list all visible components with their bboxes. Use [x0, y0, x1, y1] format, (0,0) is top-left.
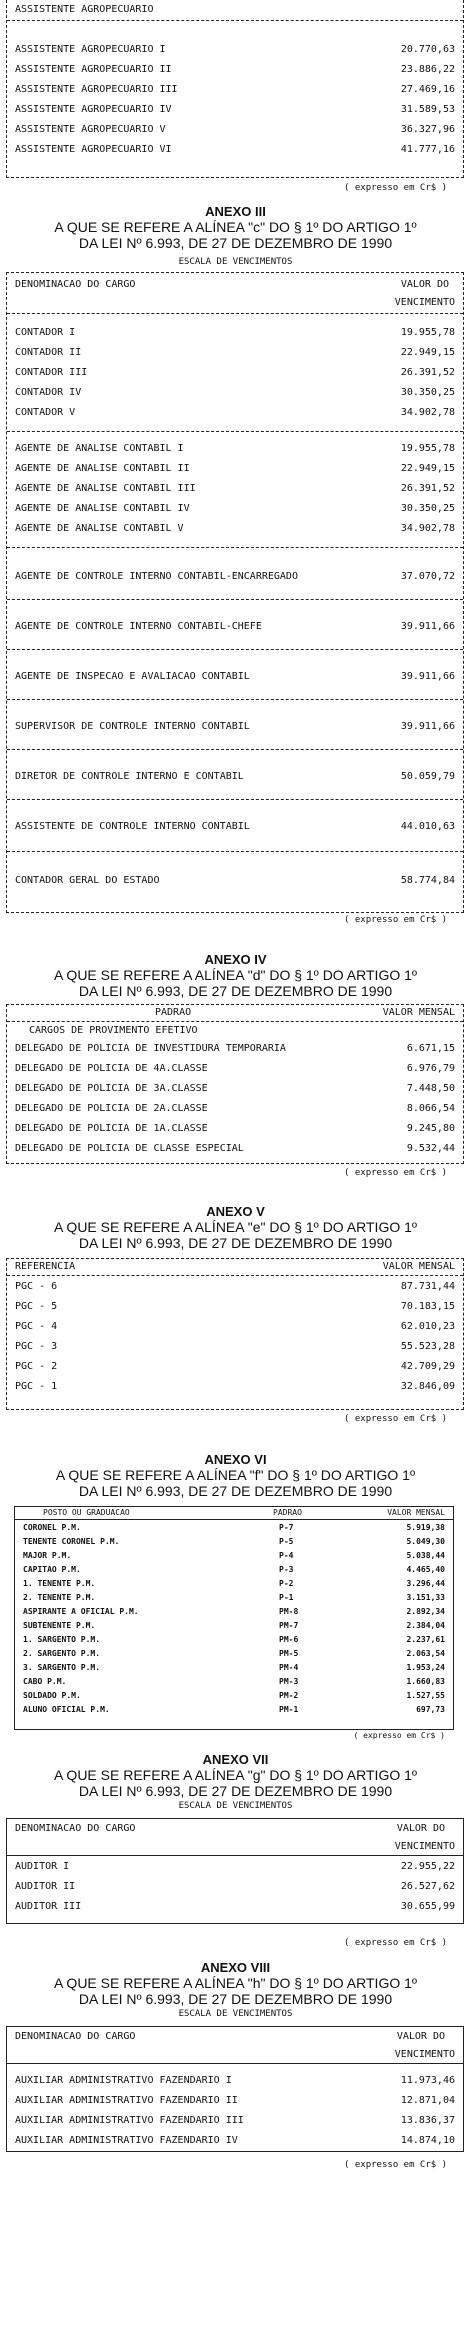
currency-note: ( expresso em Cr$ )	[344, 2160, 447, 2170]
row-label: ALUNO OFICIAL P.M.	[23, 1705, 110, 1714]
row-value: 39.911,66	[400, 621, 455, 632]
row-value: 22.949,15	[400, 463, 455, 474]
row-label: SUBTENENTE P.M.	[23, 1621, 96, 1630]
currency-note: ( expresso em Cr$ )	[353, 1731, 445, 1740]
row-label: 3. SARGENTO P.M.	[23, 1663, 101, 1672]
table-anexo-v	[6, 1258, 464, 1410]
divider	[7, 1275, 463, 1276]
row-padrao: PM-1	[279, 1705, 299, 1714]
column-header	[15, 2047, 455, 2063]
row-label: AUXILIAR ADMINISTRATIVO FAZENDARIO III	[15, 2115, 244, 2126]
table-row	[15, 1899, 455, 1915]
row-label: AGENTE DE ANALISE CONTABIL IV	[15, 503, 190, 514]
row-label: TENENTE CORONEL P.M.	[23, 1537, 120, 1546]
row-label: PGC - 1	[15, 1381, 58, 1392]
table-assistente-agropecuario	[6, 0, 464, 178]
anexo-vii-header	[0, 1752, 471, 1811]
col-vencimento: VENCIMENTO	[394, 297, 455, 308]
row-value: 70.183,15	[400, 1301, 455, 1312]
currency-note: ( expresso em Cr$ )	[344, 1414, 447, 1424]
row-label: 1. TENENTE P.M.	[23, 1579, 96, 1588]
row-padrao: PM-4	[279, 1663, 299, 1672]
escala-label: ESCALA DE VENCIMENTOS	[178, 1801, 293, 1811]
anexo-reference-line: A QUE SE REFERE A ALÍNEA "h" DO § 1º DO ARTIGO 1º	[53, 1975, 418, 1991]
row-label: ASSISTENTE AGROPECUARIO I	[15, 44, 166, 55]
row-padrao: P-7	[279, 1523, 294, 1532]
row-label: ASSISTENTE AGROPECUARIO III	[15, 84, 178, 95]
row-value: 3.296,44	[406, 1579, 445, 1588]
row-value: 50.059,79	[400, 771, 455, 782]
row-value: 12.871,04	[400, 2095, 455, 2106]
row-value: 5.038,44	[406, 1551, 445, 1560]
row-value: 26.527,62	[400, 1881, 455, 1892]
anexo-title: ANEXO VII	[202, 1752, 269, 1767]
section-title-text: ASSISTENTE AGROPECUARIO	[15, 4, 154, 15]
anexo-law-line: DA LEI Nº 6.993, DE 27 DE DEZEMBRO DE 1990	[78, 1483, 393, 1499]
row-label: CONTADOR I	[15, 327, 76, 338]
table-anexo-iv	[6, 1004, 464, 1164]
table-row	[15, 461, 455, 477]
table-row	[23, 1535, 445, 1549]
row-value: 4.465,40	[406, 1565, 445, 1574]
row-value: 30.350,25	[400, 387, 455, 398]
col-denominacao: DENOMINACAO DO CARGO	[15, 279, 136, 290]
row-label: DELEGADO DE POLICIA DE 1A.CLASSE	[15, 1123, 208, 1134]
anexo-v-header	[0, 1204, 471, 1251]
divider	[7, 547, 463, 548]
divider	[7, 2063, 463, 2064]
row-padrao: PM-3	[279, 1677, 299, 1686]
row-padrao: PM-7	[279, 1621, 299, 1630]
row-value: 1.953,24	[406, 1663, 445, 1672]
row-label: ASSISTENTE AGROPECUARIO IV	[15, 104, 172, 115]
table-row	[15, 325, 455, 341]
row-label: AUDITOR I	[15, 1861, 70, 1872]
row-value: 30.350,25	[400, 503, 455, 514]
table-row	[23, 1591, 445, 1605]
table-row	[15, 345, 455, 361]
row-label: MAJOR P.M.	[23, 1551, 72, 1560]
anexo-reference-line: A QUE SE REFERE A ALÍNEA "g" DO § 1º DO ARTIGO 1º	[53, 1767, 418, 1783]
col-valor-mensal: VALOR MENSAL	[387, 1508, 445, 1517]
sub-label: CARGOS DE PROVIMENTO EFETIVO	[29, 1025, 198, 1036]
table-row	[15, 1081, 455, 1097]
table-row	[15, 1879, 455, 1895]
table-row	[23, 1661, 445, 1675]
table-row	[15, 1141, 455, 1157]
anexo-law-line: DA LEI Nº 6.993, DE 27 DE DEZEMBRO DE 1990	[78, 1783, 393, 1799]
table-row	[15, 1061, 455, 1077]
divider	[7, 649, 463, 650]
column-header	[15, 1839, 455, 1855]
row-label: PGC - 5	[15, 1301, 58, 1312]
row-value: 87.731,44	[400, 1281, 455, 1292]
row-value: 34.902,78	[400, 407, 455, 418]
row-padrao: P-5	[279, 1537, 294, 1546]
col-vencimento: VENCIMENTO	[394, 1841, 455, 1852]
table-row	[15, 2113, 455, 2129]
table-row	[15, 1279, 455, 1295]
table-row	[23, 1577, 445, 1591]
row-value: 1.527,55	[406, 1691, 445, 1700]
col-referencia: REFERENCIA	[15, 1261, 76, 1272]
subheading	[15, 1023, 455, 1039]
currency-note: ( expresso em Cr$ )	[344, 915, 447, 925]
anexo-title: ANEXO V	[206, 1204, 265, 1219]
row-label: PGC - 2	[15, 1361, 58, 1372]
row-label: DELEGADO DE POLICIA DE INVESTIDURA TEMPORARIA	[15, 1043, 286, 1054]
column-header	[15, 1821, 455, 1837]
row-label: AUDITOR III	[15, 1901, 82, 1912]
divider	[7, 599, 463, 600]
row-label: DELEGADO DE POLICIA DE CLASSE ESPECIAL	[15, 1143, 244, 1154]
row-value: 5.919,38	[406, 1523, 445, 1532]
table-row	[15, 1859, 455, 1875]
row-value: 9.245,80	[406, 1123, 455, 1134]
anexo-iv-header	[0, 952, 471, 999]
table-row	[15, 42, 455, 58]
row-label: ASSISTENTE DE CONTROLE INTERNO CONTABIL	[15, 821, 250, 832]
row-value: 44.010,63	[400, 821, 455, 832]
table-row	[23, 1619, 445, 1633]
row-value: 2.063,54	[406, 1649, 445, 1658]
currency-note: ( expresso em Cr$ )	[344, 1938, 447, 1948]
anexo-reference-line: A QUE SE REFERE A ALÍNEA "f" DO § 1º DO ARTIGO 1º	[55, 1467, 416, 1483]
row-value: 2.384,04	[406, 1621, 445, 1630]
table-row	[15, 365, 455, 381]
table-row	[15, 142, 455, 158]
row-label: ASSISTENTE AGROPECUARIO V	[15, 124, 166, 135]
row-label: AUDITOR II	[15, 1881, 76, 1892]
row-value: 55.523,28	[400, 1341, 455, 1352]
table-row	[15, 122, 455, 138]
row-value: 2.892,34	[406, 1607, 445, 1616]
table-row	[15, 62, 455, 78]
table-row	[15, 1339, 455, 1355]
row-value: 6.976,79	[406, 1063, 455, 1074]
row-label: AUXILIAR ADMINISTRATIVO FAZENDARIO IV	[15, 2135, 238, 2146]
row-label: AGENTE DE CONTROLE INTERNO CONTABIL-CHEFE	[15, 621, 262, 632]
table-anexo-iii	[6, 272, 464, 913]
divider	[7, 851, 463, 852]
row-padrao: PM-8	[279, 1607, 299, 1616]
table-row	[15, 1121, 455, 1137]
row-label: SOLDADO P.M.	[23, 1691, 81, 1700]
table-row	[15, 102, 455, 118]
divider	[7, 431, 463, 432]
table-row	[23, 1605, 445, 1619]
row-value: 20.770,63	[400, 44, 455, 55]
row-value: 39.911,66	[400, 721, 455, 732]
row-label: 2. SARGENTO P.M.	[23, 1649, 101, 1658]
row-label: AGENTE DE INSPECAO E AVALIACAO CONTABIL	[15, 671, 250, 682]
anexo-title: ANEXO VIII	[200, 1960, 271, 1975]
row-value: 31.589,53	[400, 104, 455, 115]
row-value: 11.973,46	[400, 2075, 455, 2086]
row-value: 39.911,66	[400, 671, 455, 682]
col-padrao: PADRAO	[273, 1508, 302, 1517]
row-label: PGC - 3	[15, 1341, 58, 1352]
divider	[7, 20, 463, 21]
anexo-law-line: DA LEI Nº 6.993, DE 27 DE DEZEMBRO DE 1990	[78, 1235, 393, 1251]
divider	[15, 1519, 453, 1520]
row-label: AGENTE DE ANALISE CONTABIL V	[15, 523, 184, 534]
divider	[7, 1855, 463, 1856]
row-label: ASPIRANTE A OFICIAL P.M.	[23, 1607, 139, 1616]
table-row	[15, 1299, 455, 1315]
row-value: 6.671,15	[406, 1043, 455, 1054]
anexo-title: ANEXO VI	[204, 1452, 267, 1467]
table-row	[23, 1689, 445, 1703]
col-padrao: PADRAO	[155, 1007, 192, 1018]
row-label: AUXILIAR ADMINISTRATIVO FAZENDARIO I	[15, 2075, 232, 2086]
col-posto: POSTO OU GRADUACAO	[43, 1508, 130, 1517]
row-label: CONTADOR III	[15, 367, 88, 378]
row-label: DELEGADO DE POLICIA DE 4A.CLASSE	[15, 1063, 208, 1074]
row-label: CONTADOR II	[15, 347, 82, 358]
anexo-reference-line: A QUE SE REFERE A ALÍNEA "e" DO § 1º DO ARTIGO 1º	[53, 1219, 418, 1235]
col-valor-mensal: VALOR MENSAL	[382, 1007, 455, 1018]
anexo-vi-header	[0, 1452, 471, 1499]
table-row	[15, 405, 455, 421]
table-row	[15, 769, 455, 785]
row-label: PGC - 6	[15, 1281, 58, 1292]
row-value: 58.774,84	[400, 875, 455, 886]
row-label: CONTADOR IV	[15, 387, 82, 398]
row-value: 62.010,23	[400, 1321, 455, 1332]
row-label: 2. TENENTE P.M.	[23, 1593, 96, 1602]
table-anexo-vii	[6, 1818, 464, 1924]
divider	[7, 699, 463, 700]
row-value: 2.237,61	[406, 1635, 445, 1644]
row-value: 697,73	[416, 1705, 445, 1714]
table-row	[15, 1319, 455, 1335]
table-anexo-viii	[6, 2026, 464, 2152]
row-value: 26.391,52	[400, 367, 455, 378]
row-value: 19.955,78	[400, 327, 455, 338]
column-header	[15, 295, 455, 311]
currency-note: ( expresso em Cr$ )	[344, 1168, 447, 1178]
anexo-reference-line: A QUE SE REFERE A ALÍNEA "d" DO § 1º DO ARTIGO 1º	[53, 967, 418, 983]
table-row	[15, 1359, 455, 1375]
row-value: 1.660,83	[406, 1677, 445, 1686]
table-row	[15, 819, 455, 835]
row-value: 27.469,16	[400, 84, 455, 95]
row-value: 19.955,78	[400, 443, 455, 454]
table-row	[15, 501, 455, 517]
row-value: 37.070,72	[400, 571, 455, 582]
divider	[7, 749, 463, 750]
table-row	[15, 719, 455, 735]
col-denominacao: DENOMINACAO DO CARGO	[15, 2031, 136, 2042]
section-title	[15, 2, 455, 18]
row-value: 22.955,22	[400, 1861, 455, 1872]
row-value: 26.391,52	[400, 483, 455, 494]
divider	[7, 313, 463, 314]
table-row	[15, 669, 455, 685]
row-label: AGENTE DE ANALISE CONTABIL II	[15, 463, 190, 474]
anexo-iii-header	[0, 204, 471, 267]
row-label: CORONEL P.M.	[23, 1523, 81, 1532]
currency-note: ( expresso em Cr$ )	[344, 183, 447, 193]
table-row	[15, 521, 455, 537]
col-valor: VALOR DO	[400, 279, 449, 290]
column-header	[15, 1259, 455, 1275]
table-row	[15, 385, 455, 401]
row-value: 32.846,09	[400, 1381, 455, 1392]
anexo-reference-line: A QUE SE REFERE A ALÍNEA "c" DO § 1º DO ARTIGO 1º	[54, 219, 417, 235]
table-anexo-vi	[14, 1506, 454, 1730]
row-value: 5.049,30	[406, 1537, 445, 1546]
row-value: 22.949,15	[400, 347, 455, 358]
table-row	[23, 1521, 445, 1535]
col-denominacao: DENOMINACAO DO CARGO	[15, 1823, 136, 1834]
row-label: DELEGADO DE POLICIA DE 3A.CLASSE	[15, 1083, 208, 1094]
row-value: 42.709,29	[400, 1361, 455, 1372]
row-value: 3.151,33	[406, 1593, 445, 1602]
row-value: 13.836,37	[400, 2115, 455, 2126]
row-label: CONTADOR V	[15, 407, 76, 418]
anexo-law-line: DA LEI Nº 6.993, DE 27 DE DEZEMBRO DE 1990	[78, 1991, 393, 2007]
row-value: 30.655,99	[400, 1901, 455, 1912]
row-padrao: PM-6	[279, 1635, 299, 1644]
row-value: 34.902,78	[400, 523, 455, 534]
row-padrao: P-1	[279, 1593, 294, 1602]
anexo-law-line: DA LEI Nº 6.993, DE 27 DE DEZEMBRO DE 1990	[78, 235, 393, 251]
table-row	[15, 441, 455, 457]
row-label: ASSISTENTE AGROPECUARIO VI	[15, 144, 172, 155]
row-padrao: P-3	[279, 1565, 294, 1574]
anexo-viii-header	[0, 1960, 471, 2019]
row-label: AGENTE DE ANALISE CONTABIL III	[15, 483, 196, 494]
table-row	[23, 1675, 445, 1689]
row-value: 7.448,50	[406, 1083, 455, 1094]
row-value: 14.874,10	[400, 2135, 455, 2146]
row-label: DIRETOR DE CONTROLE INTERNO E CONTABIL	[15, 771, 244, 782]
escala-label: ESCALA DE VENCIMENTOS	[178, 257, 293, 267]
row-value: 23.886,22	[400, 64, 455, 75]
table-row	[15, 2093, 455, 2109]
anexo-title: ANEXO III	[205, 204, 266, 219]
row-label: CABO P.M.	[23, 1677, 67, 1686]
row-value: 9.532,44	[406, 1143, 455, 1154]
divider	[7, 1021, 463, 1022]
table-row	[23, 1549, 445, 1563]
row-label: AUXILIAR ADMINISTRATIVO FAZENDARIO II	[15, 2095, 238, 2106]
table-row	[15, 873, 455, 889]
col-vencimento: VENCIMENTO	[394, 2049, 455, 2060]
row-padrao: P-2	[279, 1579, 294, 1588]
row-value: 41.777,16	[400, 144, 455, 155]
table-row	[23, 1703, 445, 1717]
row-label: AGENTE DE ANALISE CONTABIL I	[15, 443, 184, 454]
column-header	[23, 1507, 445, 1519]
row-label: CONTADOR GERAL DO ESTADO	[15, 875, 160, 886]
column-header	[15, 2029, 455, 2045]
divider	[7, 799, 463, 800]
table-row	[15, 569, 455, 585]
col-valor: VALOR DO	[396, 1823, 445, 1834]
row-label: SUPERVISOR DE CONTROLE INTERNO CONTABIL	[15, 721, 250, 732]
table-row	[15, 1101, 455, 1117]
anexo-law-line: DA LEI Nº 6.993, DE 27 DE DEZEMBRO DE 1990	[78, 983, 393, 999]
row-padrao: PM-5	[279, 1649, 299, 1658]
escala-label: ESCALA DE VENCIMENTOS	[178, 2009, 293, 2019]
row-value: 36.327,96	[400, 124, 455, 135]
row-label: DELEGADO DE POLICIA DE 2A.CLASSE	[15, 1103, 208, 1114]
row-label: ASSISTENTE AGROPECUARIO II	[15, 64, 172, 75]
row-label: CAPITAO P.M.	[23, 1565, 81, 1574]
table-row	[15, 1041, 455, 1057]
table-row	[15, 2133, 455, 2149]
table-row	[15, 82, 455, 98]
anexo-title: ANEXO IV	[204, 952, 267, 967]
table-row	[23, 1633, 445, 1647]
table-row	[15, 619, 455, 635]
table-row	[15, 481, 455, 497]
row-padrao: PM-2	[279, 1691, 299, 1700]
table-row	[15, 2073, 455, 2089]
table-row	[23, 1563, 445, 1577]
table-row	[23, 1647, 445, 1661]
row-value: 8.066,54	[406, 1103, 455, 1114]
row-padrao: P-4	[279, 1551, 294, 1560]
col-valor: VALOR DO	[396, 2031, 445, 2042]
col-valor-mensal: VALOR MENSAL	[382, 1261, 455, 1272]
row-label: 1. SARGENTO P.M.	[23, 1635, 101, 1644]
column-header	[15, 1005, 455, 1021]
row-label: PGC - 4	[15, 1321, 58, 1332]
column-header	[15, 277, 455, 293]
row-label: AGENTE DE CONTROLE INTERNO CONTABIL-ENCARREGADO	[15, 571, 298, 582]
table-row	[15, 1379, 455, 1395]
